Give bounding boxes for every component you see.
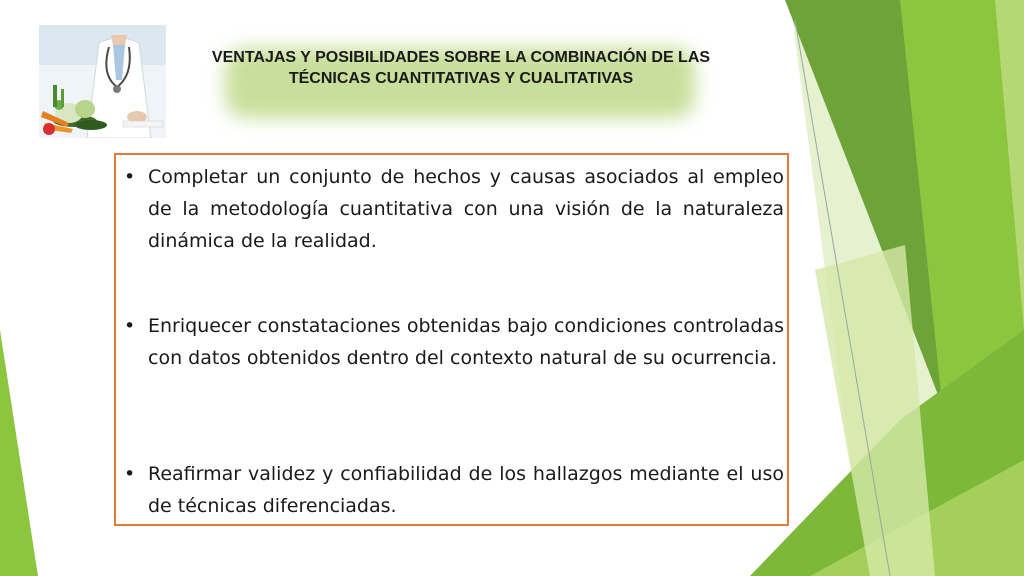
slide-title: VENTAJAS Y POSIBILIDADES SOBRE LA COMBINACIÓN DE LAS TÉCNICAS CUANTITATIVAS Y CUALITATIVAS xyxy=(211,49,711,87)
bullet-text: Reafirmar validez y confiabilidad de los hallazgos mediante el uso de técnicas diferenciadas. xyxy=(148,463,784,517)
doctor-with-vegetables-photo xyxy=(39,25,166,138)
bullet-text: Enriquecer constataciones obtenidas bajo condiciones controladas con datos obtenidos dentro del contexto natural de su ocurrencia. xyxy=(148,315,784,369)
left-green-sliver xyxy=(0,330,38,576)
bullet-marker: • xyxy=(124,166,136,188)
bullet-text: Completar un conjunto de hechos y causas asociados al empleo de la metodología cuantitativa con una visión de la naturaleza dinámica de la realidad. xyxy=(148,166,784,252)
bullet-marker: • xyxy=(124,463,136,485)
content-box xyxy=(114,153,789,526)
slide-header xyxy=(205,40,717,124)
bullet-marker: • xyxy=(124,315,136,337)
